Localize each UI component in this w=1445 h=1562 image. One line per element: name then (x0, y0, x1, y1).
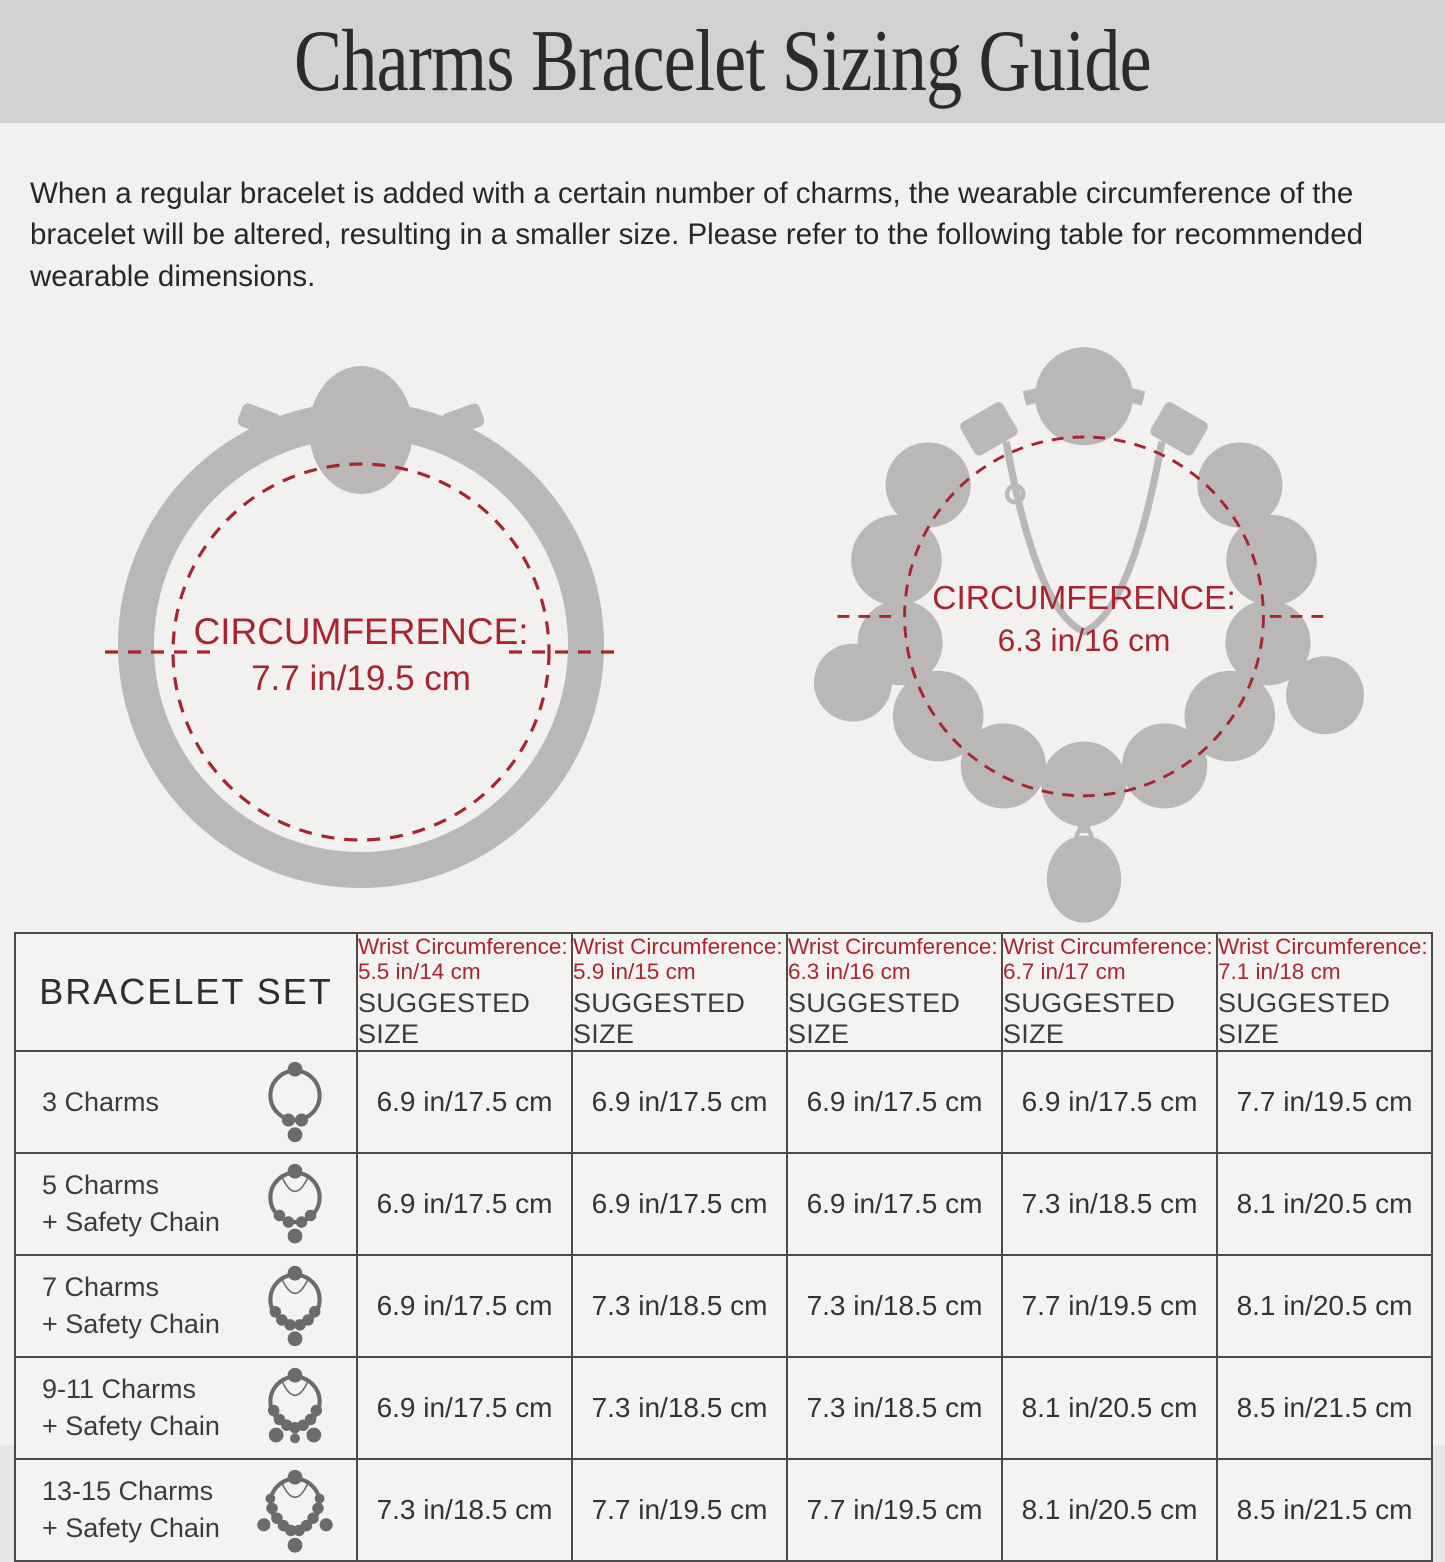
clasp-bead (1035, 347, 1133, 445)
bracelet-set-cell (15, 1255, 357, 1357)
size-cell: 7.3 in/18.5 cm (357, 1459, 572, 1561)
circumference-value: 7.7 in/19.5 cm (251, 659, 471, 698)
wrist-circumference-value: 7.1 in/18 cm (1218, 959, 1431, 985)
size-cell: 8.1 in/20.5 cm (1217, 1153, 1432, 1255)
suggested-size-label: SUGGESTED SIZE (788, 988, 1001, 1050)
column-header (1217, 933, 1432, 1051)
column-header (357, 933, 572, 1051)
wrist-circumference-value: 5.9 in/15 cm (573, 959, 786, 985)
bead (1122, 723, 1207, 808)
plain-bracelet-figure (0, 328, 723, 932)
bracelet-7-charms-icon (254, 1256, 336, 1356)
wrist-circumference-label: Wrist Circumference: (358, 934, 571, 960)
table-row (15, 1459, 1432, 1561)
wrist-circumference-value: 6.7 in/17 cm (1003, 959, 1216, 985)
table-header-row (15, 933, 1432, 1051)
charm-bracelet-figure (723, 328, 1445, 932)
bead (961, 723, 1046, 808)
wrist-circumference-value: 6.3 in/16 cm (788, 959, 1001, 985)
set-name-line2: + Safety Chain (42, 1510, 220, 1546)
size-cell: 7.7 in/19.5 cm (787, 1459, 1002, 1561)
column-header (787, 933, 1002, 1051)
size-cell: 8.1 in/20.5 cm (1002, 1357, 1217, 1459)
circumference-label: CIRCUMFERENCE: (194, 611, 529, 652)
size-cell: 6.9 in/17.5 cm (357, 1357, 572, 1459)
wrist-circumference-value: 5.5 in/14 cm (358, 959, 571, 985)
wrist-circumference-label: Wrist Circumference: (788, 934, 1001, 960)
suggested-size-label: SUGGESTED SIZE (358, 988, 571, 1050)
set-name-line2: + Safety Chain (42, 1306, 220, 1342)
size-cell: 7.3 in/18.5 cm (787, 1357, 1002, 1459)
charm-bracelet-illustration (764, 331, 1404, 929)
bead (1197, 442, 1282, 527)
size-cell: 7.7 in/19.5 cm (1002, 1255, 1217, 1357)
circumference-label: CIRCUMFERENCE: (932, 580, 1236, 617)
size-cell: 6.9 in/17.5 cm (357, 1153, 572, 1255)
suggested-size-label: SUGGESTED SIZE (1003, 988, 1216, 1050)
set-name: 3 Charms (42, 1084, 159, 1120)
header-band (0, 0, 1445, 123)
set-name: 13-15 Charms (42, 1473, 220, 1509)
wrist-circumference-label: Wrist Circumference: (573, 934, 786, 960)
bead (1041, 741, 1126, 826)
intro-text: When a regular bracelet is added with a certain number of charms, the wearable circumference of the bracelet will be altered, resulting in a smaller size. Please refer to the following table for recommended wearable dimensions. (0, 153, 1445, 299)
table-row (15, 1255, 1432, 1357)
bracelet-set-cell (15, 1051, 357, 1153)
size-cell: 7.7 in/19.5 cm (572, 1459, 787, 1561)
size-cell: 7.3 in/18.5 cm (787, 1255, 1002, 1357)
circumference-dashed-circle (173, 464, 549, 840)
column-header (572, 933, 787, 1051)
table-row (15, 1051, 1432, 1153)
table-row (15, 1357, 1432, 1459)
circumference-value: 6.3 in/16 cm (997, 621, 1170, 657)
bracelet-13-15-charms-icon (254, 1460, 336, 1560)
size-cell: 6.9 in/17.5 cm (787, 1153, 1002, 1255)
size-cell: 6.9 in/17.5 cm (1002, 1051, 1217, 1153)
size-cell: 6.9 in/17.5 cm (787, 1051, 1002, 1153)
size-cell: 7.3 in/18.5 cm (1002, 1153, 1217, 1255)
size-cell: 8.5 in/21.5 cm (1217, 1459, 1432, 1561)
size-cell: 8.1 in/20.5 cm (1217, 1255, 1432, 1357)
figures-row (0, 328, 1445, 932)
size-cell: 6.9 in/17.5 cm (572, 1051, 787, 1153)
set-name-line2: + Safety Chain (42, 1204, 220, 1240)
dangle-charm-right (1286, 656, 1364, 734)
dangle-charm-bottom (1047, 835, 1121, 922)
wrist-circumference-label: Wrist Circumference: (1218, 934, 1431, 960)
size-cell: 7.3 in/18.5 cm (572, 1255, 787, 1357)
bracelet-set-header: BRACELET SET (15, 933, 357, 1051)
bracelet-set-cell (15, 1459, 357, 1561)
plain-bracelet-illustration (61, 330, 661, 930)
set-name: 5 Charms (42, 1167, 220, 1203)
suggested-size-label: SUGGESTED SIZE (573, 988, 786, 1050)
column-header (1002, 933, 1217, 1051)
size-cell: 8.1 in/20.5 cm (1002, 1459, 1217, 1561)
bracelet-9-11-charms-icon (254, 1358, 336, 1458)
set-name: 9-11 Charms (42, 1371, 220, 1407)
size-cell: 8.5 in/21.5 cm (1217, 1357, 1432, 1459)
suggested-size-label: SUGGESTED SIZE (1218, 988, 1431, 1050)
page-title: Charms Bracelet Sizing Guide (294, 11, 1151, 112)
bracelet-3-charms-icon (254, 1052, 336, 1152)
bracelet-set-cell (15, 1357, 357, 1459)
bracelet-set-cell (15, 1153, 357, 1255)
size-cell: 7.3 in/18.5 cm (572, 1357, 787, 1459)
set-name: 7 Charms (42, 1269, 220, 1305)
size-cell: 6.9 in/17.5 cm (357, 1051, 572, 1153)
size-cell: 7.7 in/19.5 cm (1217, 1051, 1432, 1153)
wrist-circumference-label: Wrist Circumference: (1003, 934, 1216, 960)
bracelet-5-charms-icon (254, 1154, 336, 1254)
size-cell: 6.9 in/17.5 cm (357, 1255, 572, 1357)
bead (885, 442, 970, 527)
set-name-line2: + Safety Chain (42, 1408, 220, 1444)
bead (1226, 515, 1317, 606)
size-cell: 6.9 in/17.5 cm (572, 1153, 787, 1255)
sizing-table (14, 932, 1433, 1562)
clasp-bead (309, 366, 413, 494)
dangle-charm-left (814, 643, 892, 721)
table-row (15, 1153, 1432, 1255)
